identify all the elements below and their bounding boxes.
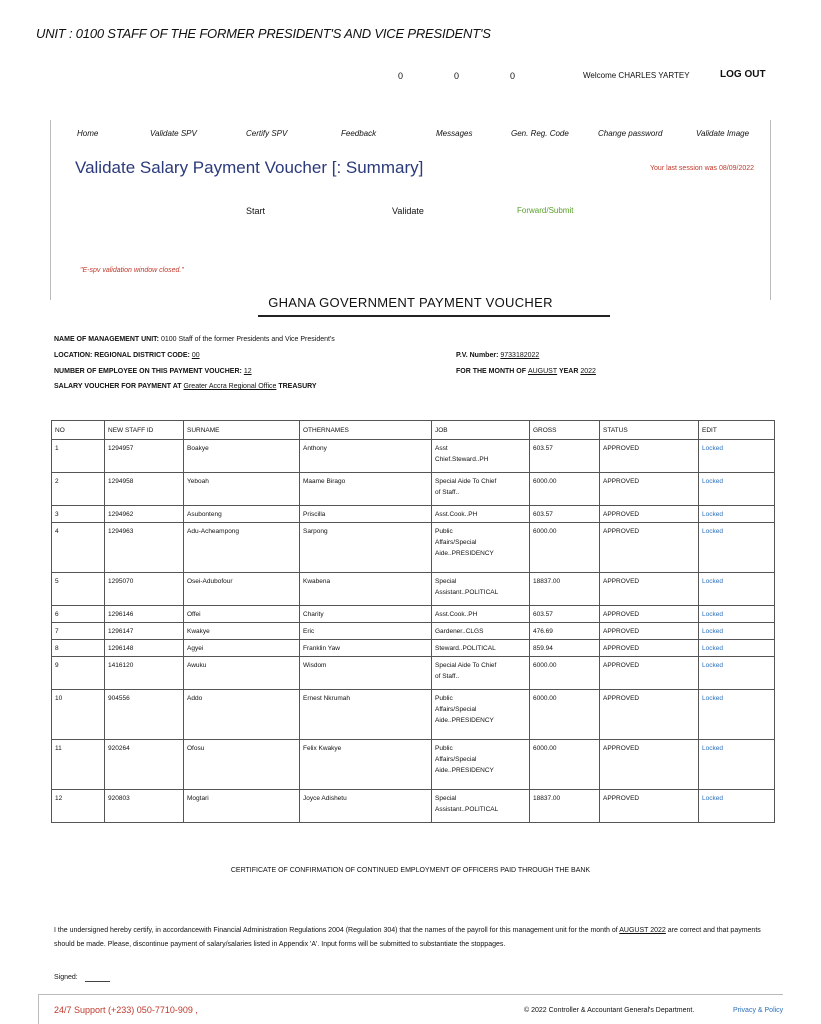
cell-gross: 18837.00 [530,790,600,823]
cell-gross: 6000.00 [530,523,600,573]
cell-job: Public Affairs/Special Aide..PRESIDENCY [432,690,530,740]
cell-gross: 6000.00 [530,690,600,740]
cell-surname: Osei-Adubofour [184,573,300,606]
cell-staff-id: 904556 [105,690,184,740]
cell-surname: Boakye [184,440,300,473]
frame-left-top [50,120,51,300]
cell-othernames: Wisdom [300,657,432,690]
frame-right-top [770,120,771,300]
cell-edit[interactable]: Locked [699,740,775,790]
table-row [52,740,775,790]
cell-othernames: Priscilla [300,506,432,523]
cell-job: Public Affairs/Special Aide..PRESIDENCY [432,740,530,790]
cell-staff-id: 1294962 [105,506,184,523]
cell-edit[interactable]: Locked [699,573,775,606]
cell-no: 9 [52,657,105,690]
cell-status: APPROVED [600,606,699,623]
cell-status: APPROVED [600,740,699,790]
cell-no: 11 [52,740,105,790]
mgmt-unit-line: NAME OF MANAGEMENT UNIT: 0100 Staff of the former Presidents and Vice President's [54,336,335,343]
cell-staff-id: 1294957 [105,440,184,473]
cell-gross: 603.57 [530,506,600,523]
month-line: FOR THE MONTH OF AUGUST YEAR 2022 [456,368,596,375]
nav-change-password[interactable]: Change password [598,129,663,138]
footer-divider [38,994,783,995]
cell-no: 4 [52,523,105,573]
cell-staff-id: 1296146 [105,606,184,623]
location-value: 00 [191,352,200,359]
cell-staff-id: 1294958 [105,473,184,506]
col-header-no: NO [52,421,105,440]
frame-left-bottom [38,994,39,1024]
cell-edit[interactable]: Locked [699,440,775,473]
cell-staff-id: 1294963 [105,523,184,573]
cell-status: APPROVED [600,473,699,506]
cell-surname: Mogtari [184,790,300,823]
voucher-title-underline [258,315,610,317]
validation-status-message: "E-spv validation window closed." [80,267,184,274]
cell-no: 8 [52,640,105,657]
cell-no: 3 [52,506,105,523]
cell-job: Public Affairs/Special Aide..PRESIDENCY [432,523,530,573]
employees-value: 12 [243,368,252,375]
location-line: LOCATION: REGIONAL DISTRICT CODE: 00 [54,352,200,359]
unit-caption: UNIT : 0100 STAFF OF THE FORMER PRESIDENT'S AND VICE PRESIDENT'S [36,26,491,41]
footer-copyright: © 2022 Controller & Accountant General's Department. [524,1007,695,1014]
cell-edit[interactable]: Locked [699,640,775,657]
nav-messages[interactable]: Messages [436,129,473,138]
cell-edit[interactable]: Locked [699,523,775,573]
step-start: Start [246,206,266,216]
counter-3: 0 [510,71,516,81]
staff-table [51,420,775,823]
logout-button[interactable]: LOG OUT [720,69,766,80]
cell-staff-id: 920264 [105,740,184,790]
nav-validate-image[interactable]: Validate Image [696,129,750,138]
nav-certify-spv[interactable]: Certify SPV [246,129,288,138]
cell-status: APPROVED [600,440,699,473]
col-header-surname: SURNAME [184,421,300,440]
cell-othernames: Kwabena [300,573,432,606]
cell-edit[interactable]: Locked [699,606,775,623]
cell-job: Special Assistant..POLITICAL [432,573,530,606]
cell-job: Special Aide To Chief of Staff.. [432,473,530,506]
table-row [52,606,775,623]
cell-no: 10 [52,690,105,740]
cell-status: APPROVED [600,523,699,573]
cell-job: Asst Chief.Steward..PH [432,440,530,473]
certificate-month: AUGUST 2022 [619,927,666,934]
table-row [52,440,775,473]
year-value: 2022 [580,368,596,375]
pv-number-line: P.V. Number: 9733182022 [456,352,540,359]
certificate-text-part1: I the undersigned hereby certify, in accordancewith Financial Administration Regulations 2004 (Regulation 304) that the names of the payroll for this management unit for the month of [54,927,618,934]
cell-staff-id: 1416120 [105,657,184,690]
counter-1: 0 [398,71,404,81]
cell-status: APPROVED [600,640,699,657]
last-session-text: Your last session was 08/09/2022 [650,165,755,172]
cell-edit[interactable]: Locked [699,790,775,823]
welcome-text: Welcome CHARLES YARTEY [583,71,690,80]
cell-staff-id: 1296147 [105,623,184,640]
cell-othernames: Ernest Nkrumah [300,690,432,740]
cell-no: 2 [52,473,105,506]
cell-surname: Ofosu [184,740,300,790]
cell-job: Special Assistant..POLITICAL [432,790,530,823]
table-row [52,690,775,740]
footer-support: 24/7 Support (+233) 050-7710-909 , [54,1005,198,1015]
cell-status: APPROVED [600,690,699,740]
cell-status: APPROVED [600,790,699,823]
certificate-text [54,924,769,952]
table-row [52,573,775,606]
cell-gross: 603.57 [530,606,600,623]
cell-edit[interactable]: Locked [699,623,775,640]
cell-staff-id: 920803 [105,790,184,823]
nav-validate-spv[interactable]: Validate SPV [150,129,197,138]
cell-othernames: Maame Birago [300,473,432,506]
voucher-title: GHANA GOVERNMENT PAYMENT VOUCHER [268,295,553,310]
cell-job: Special Aide To Chief of Staff.. [432,657,530,690]
cell-status: APPROVED [600,657,699,690]
cell-no: 12 [52,790,105,823]
cell-gross: 603.57 [530,440,600,473]
signed-label: Signed: [54,974,78,981]
table-row [52,473,775,506]
col-header-gross: GROSS [530,421,600,440]
cell-staff-id: 1296148 [105,640,184,657]
col-header-staff-id: NEW STAFF ID [105,421,184,440]
cell-no: 6 [52,606,105,623]
cell-surname: Agyei [184,640,300,657]
step-validate: Validate [392,206,424,216]
cell-edit[interactable]: Locked [699,657,775,690]
employees-line: NUMBER OF EMPLOYEE ON THIS PAYMENT VOUCHER: 12 [54,368,252,375]
cell-gross: 6000.00 [530,657,600,690]
table-header-row [52,421,775,440]
cell-othernames: Sarpong [300,523,432,573]
cell-edit[interactable]: Locked [699,473,775,506]
cell-surname: Offei [184,606,300,623]
certificate-text-part2: are correct and that payments should be made. Please, discontinue payment of salary/salaries listed in Appendix 'A'. Input forms will be submitted to substantiate the stoppages. [54,927,761,948]
salary-voucher-line: SALARY VOUCHER FOR PAYMENT AT Greater Accra Regional Office TREASURY [54,383,317,390]
cell-othernames: Felix Kwakye [300,740,432,790]
table-body [52,440,775,823]
signature-line [85,981,110,982]
cell-gross: 18837.00 [530,573,600,606]
cell-no: 1 [52,440,105,473]
cell-job: Asst.Cook..PH [432,506,530,523]
cell-othernames: Eric [300,623,432,640]
table-row [52,640,775,657]
cell-surname: Awuku [184,657,300,690]
cell-staff-id: 1295070 [105,573,184,606]
cell-edit[interactable]: Locked [699,690,775,740]
cell-no: 7 [52,623,105,640]
cell-othernames: Joyce Adishetu [300,790,432,823]
cell-surname: Addo [184,690,300,740]
page-title: Validate Salary Payment Voucher [: Summary] [75,158,424,177]
table-row [52,657,775,690]
cell-gross: 6000.00 [530,473,600,506]
pv-number-value: 9733182022 [500,352,540,359]
cell-surname: Asubonteng [184,506,300,523]
step-forward-submit: Forward/Submit [517,206,574,215]
privacy-policy-link[interactable]: Privacy & Policy [733,1007,784,1014]
cell-job: Asst.Cook..PH [432,606,530,623]
table-row [52,623,775,640]
cell-status: APPROVED [600,623,699,640]
cell-surname: Adu-Acheampong [184,523,300,573]
cell-status: APPROVED [600,506,699,523]
cell-status: APPROVED [600,573,699,606]
col-header-job: JOB [432,421,530,440]
table-row [52,523,775,573]
table-row [52,790,775,823]
cell-gross: 859.94 [530,640,600,657]
col-header-status: STATUS [600,421,699,440]
mgmt-unit-value: 0100 Staff of the former Presidents and Vice President's [160,336,335,343]
cell-surname: Yeboah [184,473,300,506]
counter-2: 0 [454,71,460,81]
cell-edit[interactable]: Locked [699,506,775,523]
cell-gross: 6000.00 [530,740,600,790]
cell-othernames: Charity [300,606,432,623]
month-value: AUGUST [527,368,558,375]
cell-gross: 476.69 [530,623,600,640]
salary-voucher-value: Greater Accra Regional Office [183,383,277,390]
cell-no: 5 [52,573,105,606]
nav-gen-reg-code[interactable]: Gen. Reg. Code [511,129,569,138]
cell-surname: Kwakye [184,623,300,640]
nav-home[interactable]: Home [77,129,99,138]
cell-job: Steward..POLITICAL [432,640,530,657]
nav-feedback[interactable]: Feedback [341,129,377,138]
cell-othernames: Franklin Yaw [300,640,432,657]
cell-job: Gardener..CLGS [432,623,530,640]
certificate-heading: CERTIFICATE OF CONFIRMATION OF CONTINUED EMPLOYMENT OF OFFICERS PAID THROUGH THE BANK [230,867,591,874]
col-header-edit: EDIT [699,421,775,440]
table-row [52,506,775,523]
col-header-othernames: OTHERNAMES [300,421,432,440]
cell-othernames: Anthony [300,440,432,473]
